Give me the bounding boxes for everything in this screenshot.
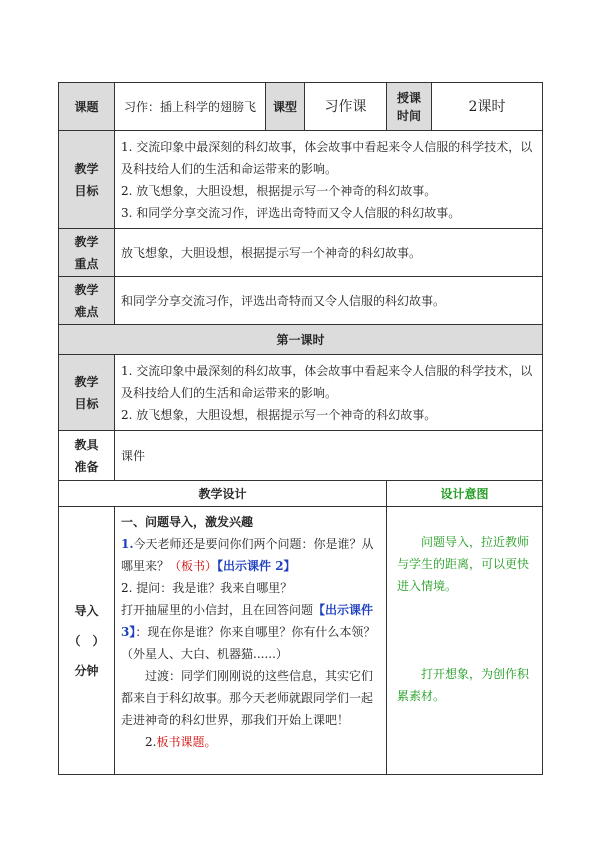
lesson1-goals-label-line-1: 教学: [74, 374, 99, 389]
lesson1-goals-label-line-2: 目标: [74, 396, 99, 411]
design-column-header: 教学设计: [59, 481, 387, 507]
tools-text: 课件: [115, 431, 543, 481]
intro-intent-content: [387, 507, 543, 775]
lesson1-goal-item: 2. 放飞想象，大胆设想，根据提示写一个神奇的科幻故事。: [121, 407, 437, 422]
lesson-plan-table: [58, 82, 543, 775]
lesson1-goals-label: [59, 355, 115, 431]
time-label-line-1: 授课: [396, 90, 421, 105]
p3-text-a: 打开抽屉里的小信封，且在回答问题: [121, 603, 314, 617]
intro-label-line-2: （ ）: [68, 633, 105, 648]
p1-courseware-note: 【出示课件 2】: [217, 559, 296, 573]
difficulties-label: [59, 277, 115, 325]
goals-label-line-2: 目标: [74, 183, 99, 198]
key-points-label: [59, 229, 115, 277]
intro-heading: 一、问题导入，激发兴趣: [121, 515, 254, 529]
tools-label: [59, 431, 115, 481]
time-label-line-2: 时间: [396, 108, 421, 123]
goals-content: [115, 131, 543, 229]
goal-item: 1. 交流印象中最深刻的科幻故事，体会故事中看起来令人信服的科学技术，以及科技给人们的生活和命运带来的影响。: [121, 139, 533, 176]
intro-label-line-3: 分钟: [74, 663, 99, 678]
key-points-text: 放飞想象，大胆设想，根据提示写一个神奇的科幻故事。: [115, 229, 543, 277]
tools-label-line-2: 准备: [74, 459, 99, 474]
intent-paragraph-1: 问题导入，拉近教师与学生的距离，可以更快进入情境。: [397, 535, 530, 593]
difficulties-row: [59, 277, 543, 325]
topic-value: 习作：插上科学的翅膀飞: [115, 83, 266, 131]
p5-number: 2.: [145, 735, 157, 749]
p3-courseware-note: 【出示课件 3】: [121, 603, 374, 639]
type-label: 课型: [266, 83, 305, 131]
goals-label: [59, 131, 115, 229]
type-value: 习作课: [305, 83, 387, 131]
p3-text-b: ：现在你是谁？你来自哪里？你有什么本领？（外星人、大白、机器猫......）: [121, 625, 376, 661]
tools-label-line-1: 教具: [74, 437, 99, 452]
lesson1-goals-content: [115, 355, 543, 431]
intent-paragraph-2: 打开想象，为创作积累素材。: [397, 667, 530, 703]
intro-paragraph-5: [121, 731, 380, 753]
time-value: 2课时: [432, 83, 543, 131]
p1-board-note: （板书）: [169, 559, 218, 573]
p5-text: 板书课题。: [156, 735, 217, 749]
time-label: [387, 83, 432, 131]
lesson1-title-row: [59, 325, 543, 355]
topic-label: 课题: [59, 83, 115, 131]
lesson1-goal-item: 1. 交流印象中最深刻的科幻故事，体会故事中看起来令人信服的科学技术，以及科技给人们的生活和命运带来的影响。: [121, 363, 533, 400]
key-points-label-line-1: 教学: [74, 234, 99, 249]
goal-item: 3. 和同学分享交流习作，评选出奇特而又令人信服的科幻故事。: [121, 205, 461, 220]
intro-label-line-1: 导入: [74, 603, 99, 618]
p1-text: 今天老师还是要问你们两个问题：你是谁？从哪里来？: [121, 537, 374, 573]
difficulties-label-line-2: 难点: [74, 304, 99, 319]
intro-paragraph-2: 2. 提问：我是谁？我来自哪里？: [121, 581, 293, 595]
key-points-label-line-2: 重点: [74, 256, 99, 271]
goals-row: [59, 131, 543, 229]
intro-paragraph-1: [121, 533, 380, 577]
intent-column-header: 设计意图: [387, 481, 543, 507]
intro-section-row: [59, 507, 543, 775]
intro-paragraph-4: 过渡：同学们刚刚说的这些信息，其实它们都来自于科幻故事。那今天老师就跟同学们一起走进神奇的科幻世界，那我们开始上课吧！: [121, 669, 374, 727]
lesson1-title: 第一课时: [59, 325, 543, 355]
key-points-row: [59, 229, 543, 277]
goal-item: 2. 放飞想象，大胆设想，根据提示写一个神奇的科幻故事。: [121, 183, 437, 198]
intro-design-content: [115, 507, 387, 775]
header-row: [59, 83, 543, 131]
design-header-row: [59, 481, 543, 507]
intro-section-label: [59, 507, 115, 775]
difficulties-label-line-1: 教学: [74, 282, 99, 297]
goals-label-line-1: 教学: [74, 161, 99, 176]
tools-row: [59, 431, 543, 481]
intro-paragraph-3: [121, 599, 380, 665]
lesson1-goals-row: [59, 355, 543, 431]
difficulties-text: 和同学分享交流习作，评选出奇特而又令人信服的科幻故事。: [115, 277, 543, 325]
p1-number: 1.: [121, 537, 134, 551]
